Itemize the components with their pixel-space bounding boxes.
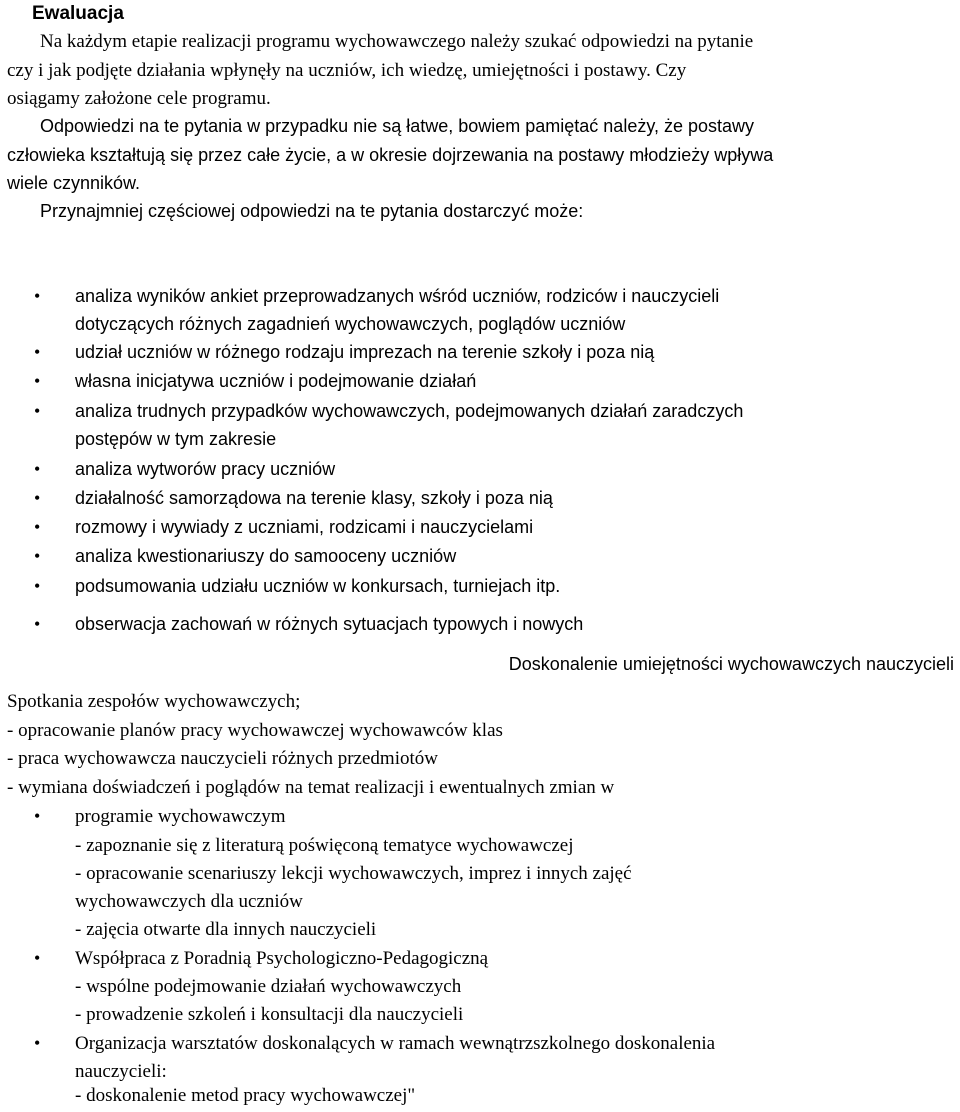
list-item: własna inicjatywa uczniów i podejmowanie działań — [75, 371, 477, 391]
bullet-marker: • — [34, 614, 41, 634]
section-heading-evaluation: Ewaluacja — [32, 3, 124, 24]
bullet-marker: • — [34, 342, 41, 362]
list-item-continuation: postępów w tym zakresie — [75, 429, 277, 449]
list-item: programie wychowawczym — [75, 806, 286, 827]
bullet-marker: • — [34, 459, 41, 479]
intro-line: wiele czynników. — [7, 173, 141, 193]
intro-line: Przynajmniej częściowej odpowiedzi na te pytania dostarczyć może: — [40, 201, 584, 221]
intro-line: człowieka kształtują się przez całe życie, a w okresie dojrzewania na postawy młodzieży wpływa — [7, 145, 774, 165]
bullet-marker: • — [34, 488, 41, 508]
list-item: analiza trudnych przypadków wychowawczych, podejmowanych działań zaradczych — [75, 401, 744, 421]
bullet-marker: • — [34, 517, 41, 537]
text-line: - opracowanie planów pracy wychowawczej wychowawców klas — [7, 720, 503, 741]
list-item-subline: - prowadzenie szkoleń i konsultacji dla nauczycieli — [75, 1004, 464, 1025]
section-heading-improvement: Doskonalenie umiejętności wychowawczych nauczycieli — [508, 654, 954, 674]
intro-line: osiągamy założone cele programu. — [7, 88, 271, 109]
list-item: analiza wytworów pracy uczniów — [75, 459, 336, 479]
text-line: - wymiana doświadczeń i poglądów na temat realizacji i ewentualnych zmian w — [7, 777, 615, 798]
meetings-title: Spotkania zespołów wychowawczych; — [7, 691, 301, 712]
bullet-marker: • — [34, 371, 41, 391]
list-item-subline: - wspólne podejmowanie działań wychowawczych — [75, 976, 462, 997]
bullet-marker: • — [34, 401, 41, 421]
intro-line: Odpowiedzi na te pytania w przypadku nie są łatwe, bowiem pamiętać należy, że postawy — [40, 116, 755, 136]
bullet-marker: • — [34, 286, 41, 306]
bullet-marker: • — [34, 806, 41, 826]
list-item-subline: - doskonalenie metod pracy wychowawczej" — [75, 1085, 416, 1106]
list-item: rozmowy i wywiady z uczniami, rodzicami i nauczycielami — [75, 517, 534, 537]
text-line: - praca wychowawcza nauczycieli różnych przedmiotów — [7, 748, 438, 769]
bullet-marker: • — [34, 948, 41, 968]
list-item: działalność samorządowa na terenie klasy, szkoły i poza nią — [75, 488, 553, 508]
list-item: Współpraca z Poradnią Psychologiczno-Pedagogiczną — [75, 948, 489, 969]
list-item-continuation: nauczycieli: — [75, 1061, 167, 1082]
list-item: analiza kwestionariuszy do samooceny uczniów — [75, 546, 457, 566]
list-item: Organizacja warsztatów doskonalących w ramach wewnątrzszkolnego doskonalenia — [75, 1033, 716, 1054]
list-item: udział uczniów w różnego rodzaju imprezach na terenie szkoły i poza nią — [75, 342, 655, 362]
bullet-marker: • — [34, 576, 41, 596]
list-item-subline: - zajęcia otwarte dla innych nauczycieli — [75, 919, 377, 940]
list-item-continuation: dotyczących różnych zagadnień wychowawczych, poglądów uczniów — [75, 314, 626, 334]
list-item-subline: wychowawczych dla uczniów — [75, 891, 303, 912]
list-item: analiza wyników ankiet przeprowadzanych wśród uczniów, rodziców i nauczycieli — [75, 286, 720, 306]
list-item-subline: - opracowanie scenariuszy lekcji wychowawczych, imprez i innych zajęć — [75, 863, 632, 884]
list-item-subline: - zapoznanie się z literaturą poświęconą tematyce wychowawczej — [75, 835, 574, 856]
bullet-marker: • — [34, 1033, 41, 1053]
list-item: obserwacja zachowań w różnych sytuacjach typowych i nowych — [75, 614, 584, 634]
intro-line: czy i jak podjęte działania wpłynęły na uczniów, ich wiedzę, umiejętności i postawy. Czy — [7, 60, 687, 81]
bullet-marker: • — [34, 546, 41, 566]
list-item: podsumowania udziału uczniów w konkursach, turniejach itp. — [75, 576, 561, 596]
intro-line: Na każdym etapie realizacji programu wychowawczego należy szukać odpowiedzi na pytanie — [40, 31, 754, 52]
